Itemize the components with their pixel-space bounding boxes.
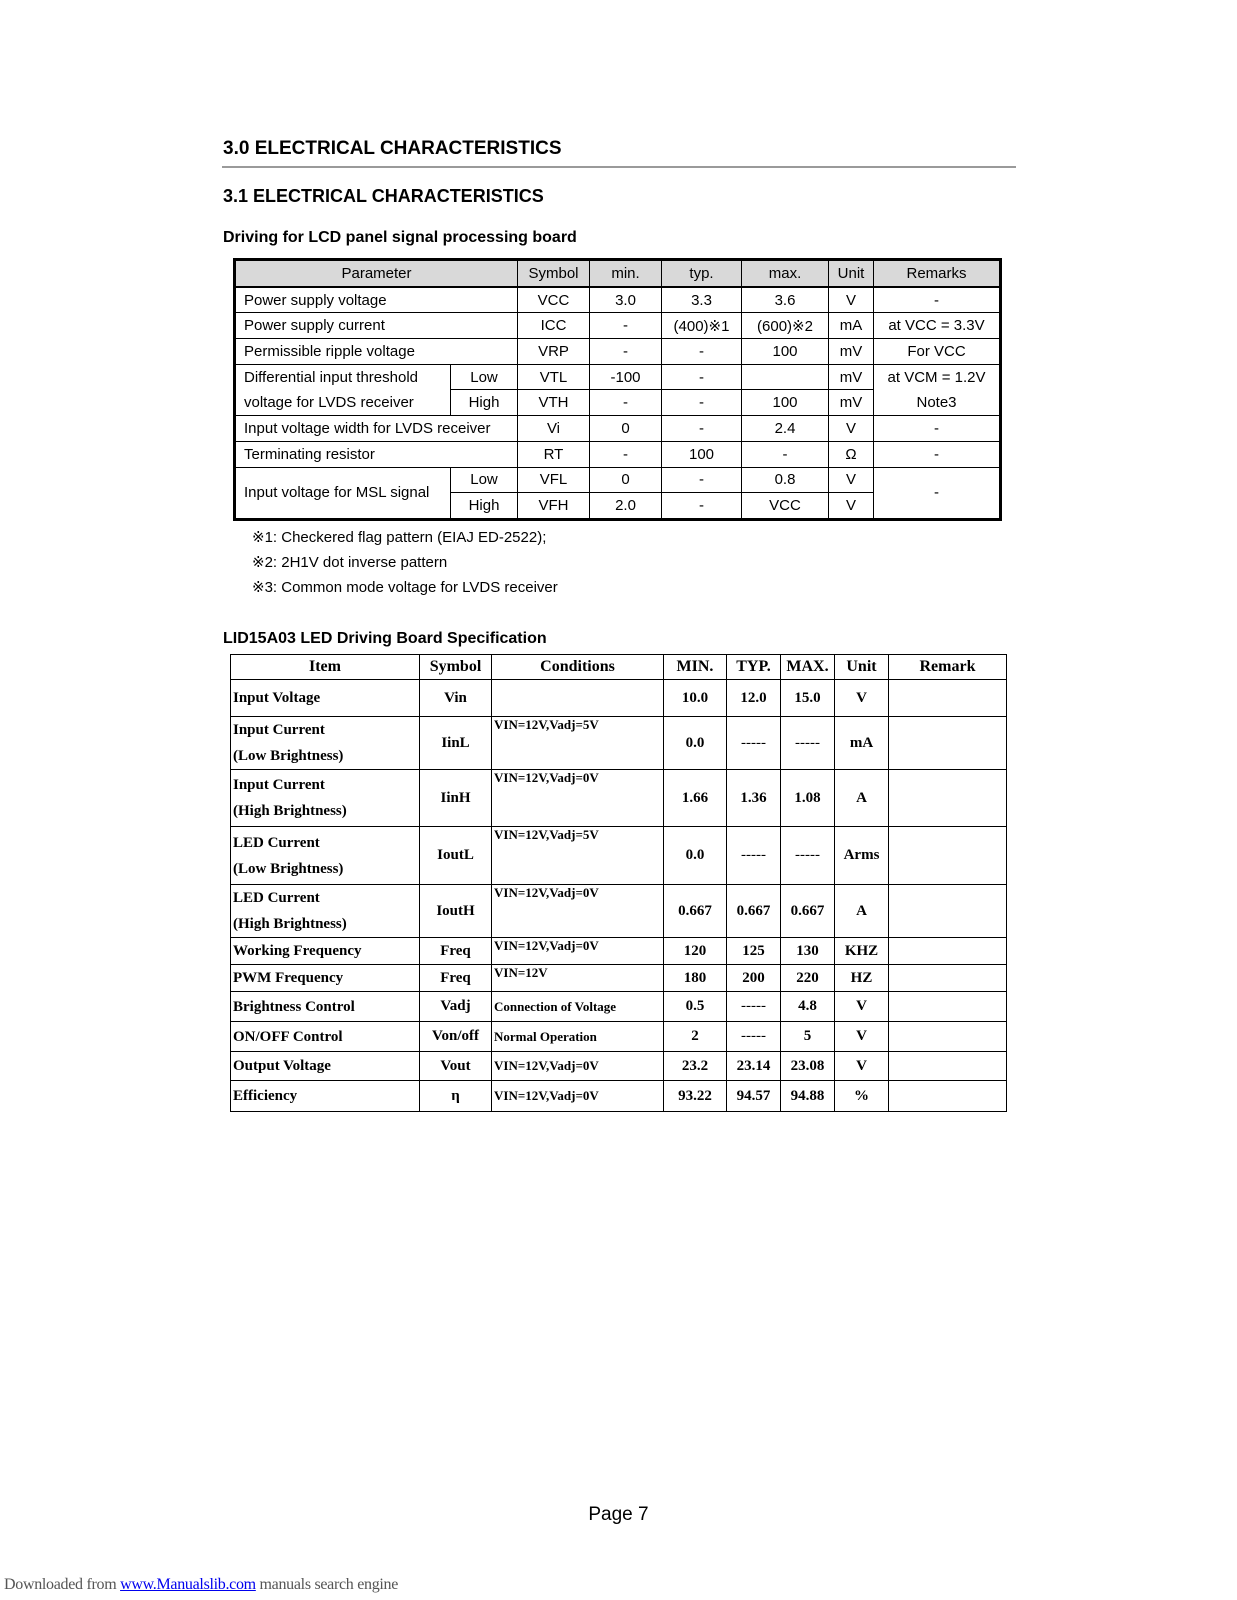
remark-cell xyxy=(889,885,1007,938)
max-cell: 220 xyxy=(781,965,835,992)
symbol-cell: VRP xyxy=(518,339,590,365)
typ-cell: - xyxy=(662,364,742,390)
item-cell xyxy=(231,1081,420,1112)
min-cell: - xyxy=(590,339,662,365)
symbol-cell: ICC xyxy=(518,313,590,339)
conditions-cell: Normal Operation xyxy=(492,1022,664,1052)
symbol-cell: η xyxy=(420,1081,492,1112)
param-cell: Power supply voltage xyxy=(235,287,518,313)
table-row xyxy=(231,992,1007,1022)
typ-cell: 100 xyxy=(662,441,742,467)
table-row xyxy=(231,1081,1007,1112)
table-row xyxy=(235,467,1001,493)
unit-cell: V xyxy=(835,992,889,1022)
typ-cell: 200 xyxy=(727,965,781,992)
item-line: PWM Frequency xyxy=(233,970,344,986)
min-cell: 0 xyxy=(590,467,662,493)
table2-header-row xyxy=(231,655,1007,680)
remark-line: at VCM = 1.2V xyxy=(887,368,986,386)
table-row xyxy=(231,938,1007,965)
typ-cell: 1.36 xyxy=(727,770,781,827)
min-cell: 0 xyxy=(590,416,662,442)
typ-cell: - xyxy=(662,467,742,493)
typ-cell: ----- xyxy=(727,827,781,885)
min-cell: 1.66 xyxy=(664,770,727,827)
table-row xyxy=(231,965,1007,992)
max-cell: 15.0 xyxy=(781,680,835,717)
unit-cell: mV xyxy=(829,364,874,390)
remark-cell: - xyxy=(874,287,1001,313)
remark-cell xyxy=(889,717,1007,770)
item-line: (Low Brightness) xyxy=(233,860,344,877)
item-cell xyxy=(231,992,420,1022)
table2-title: LID15A03 LED Driving Board Specification xyxy=(223,630,547,647)
symbol-cell: Von/off xyxy=(420,1022,492,1052)
item-line: ON/OFF Control xyxy=(233,1028,343,1045)
remark-cell xyxy=(889,680,1007,717)
remark-cell xyxy=(889,938,1007,965)
header-max: max. xyxy=(742,260,829,287)
level-cell: High xyxy=(451,493,518,520)
item-line: LED Current xyxy=(233,890,320,906)
header-typ: typ. xyxy=(662,260,742,287)
item-cell xyxy=(231,827,420,885)
symbol-cell: VTL xyxy=(518,364,590,390)
unit-cell: V xyxy=(835,1022,889,1052)
max-cell: 4.8 xyxy=(781,992,835,1022)
title-rule xyxy=(222,166,1016,168)
conditions-cell: VIN=12V,Vadj=5V xyxy=(492,827,664,885)
typ-cell: 0.667 xyxy=(727,885,781,938)
remark-cell xyxy=(889,827,1007,885)
symbol-cell: VFH xyxy=(518,493,590,520)
min-cell: -100 xyxy=(590,364,662,390)
min-cell: 0.667 xyxy=(664,885,727,938)
max-cell: 23.08 xyxy=(781,1052,835,1081)
min-cell: 0.5 xyxy=(664,992,727,1022)
max-cell: - xyxy=(742,441,829,467)
min-cell: 93.22 xyxy=(664,1081,727,1112)
typ-cell: 94.57 xyxy=(727,1081,781,1112)
unit-cell: A xyxy=(835,770,889,827)
item-cell xyxy=(231,1052,420,1081)
symbol-cell: VFL xyxy=(518,467,590,493)
unit-cell: Arms xyxy=(835,827,889,885)
typ-cell: 125 xyxy=(727,938,781,965)
param-cell: Terminating resistor xyxy=(235,441,518,467)
unit-cell: mA xyxy=(829,313,874,339)
max-cell: (600)※2 xyxy=(742,313,829,339)
item-cell xyxy=(231,717,420,770)
param-cell: Differential input threshold voltage for LVDS receiver xyxy=(235,364,451,415)
item-line: (High Brightness) xyxy=(233,916,347,932)
footer-prefix: Downloaded from xyxy=(4,1576,121,1593)
item-cell xyxy=(231,1022,420,1052)
conditions-cell: VIN=12V,Vadj=0V xyxy=(492,938,664,965)
unit-cell: mV xyxy=(829,339,874,365)
footer-suffix: manuals search engine xyxy=(255,1576,399,1593)
table-row xyxy=(235,313,1001,339)
min-cell: 23.2 xyxy=(664,1052,727,1081)
remark-cell xyxy=(889,1022,1007,1052)
typ-cell: 3.3 xyxy=(662,287,742,313)
table1-header-row xyxy=(235,260,1001,287)
conditions-cell: VIN=12V,Vadj=0V xyxy=(492,885,664,938)
typ-cell: - xyxy=(662,339,742,365)
table-row xyxy=(231,770,1007,827)
min-cell: 0.0 xyxy=(664,827,727,885)
item-line: (High Brightness) xyxy=(233,803,347,819)
conditions-cell xyxy=(492,680,664,717)
subsection-title: 3.1 ELECTRICAL CHARACTERISTICS xyxy=(223,186,544,206)
symbol-cell: IoutH xyxy=(420,885,492,938)
unit-cell: V xyxy=(829,493,874,520)
param-cell: Permissible ripple voltage xyxy=(235,339,518,365)
table-row xyxy=(235,287,1001,313)
unit-cell: Ω xyxy=(829,441,874,467)
remark-cell: - xyxy=(874,416,1001,442)
header-parameter: Parameter xyxy=(235,260,518,287)
header-item: Item xyxy=(231,655,420,680)
unit-cell: mA xyxy=(835,717,889,770)
symbol-cell: Vadj xyxy=(420,992,492,1022)
lcd-signal-board-table xyxy=(233,258,1002,521)
unit-cell: KHZ xyxy=(835,938,889,965)
remark-line: Note3 xyxy=(916,393,957,411)
typ-cell: ----- xyxy=(727,992,781,1022)
header-unit: Unit xyxy=(835,655,889,680)
symbol-cell: Freq xyxy=(420,965,492,992)
unit-cell: mV xyxy=(829,390,874,416)
header-symbol: Symbol xyxy=(518,260,590,287)
remark-cell xyxy=(889,992,1007,1022)
symbol-cell: VCC xyxy=(518,287,590,313)
note-3: ※3: Common mode voltage for LVDS receiver xyxy=(252,579,558,596)
note-1: ※1: Checkered flag pattern (EIAJ ED-2522); xyxy=(252,529,547,546)
table-row xyxy=(235,364,1001,390)
item-line: Input Current xyxy=(233,722,325,738)
header-conditions: Conditions xyxy=(492,655,664,680)
note-2: ※2: 2H1V dot inverse pattern xyxy=(252,554,448,571)
remark-cell xyxy=(889,1081,1007,1112)
item-cell xyxy=(231,770,420,827)
table1-title: Driving for LCD panel signal processing board xyxy=(223,229,577,246)
typ-cell: ----- xyxy=(727,1022,781,1052)
table-row xyxy=(231,1052,1007,1081)
item-cell xyxy=(231,938,420,965)
table-row xyxy=(231,885,1007,938)
item-line: Working Frequency xyxy=(233,943,362,959)
unit-cell: V xyxy=(835,680,889,717)
header-min: MIN. xyxy=(664,655,727,680)
item-line: Output Voltage xyxy=(233,1058,331,1074)
symbol-cell: IinH xyxy=(420,770,492,827)
min-cell: - xyxy=(590,441,662,467)
remark-cell xyxy=(874,364,1001,415)
max-cell: VCC xyxy=(742,493,829,520)
max-cell: 5 xyxy=(781,1022,835,1052)
table-row xyxy=(235,441,1001,467)
symbol-cell: IoutL xyxy=(420,827,492,885)
conditions-cell: VIN=12V,Vadj=0V xyxy=(492,1081,664,1112)
header-typ: TYP. xyxy=(727,655,781,680)
item-line: Efficiency xyxy=(233,1088,298,1104)
item-line: (Low Brightness) xyxy=(233,748,344,764)
header-min: min. xyxy=(590,260,662,287)
max-cell: 0.8 xyxy=(742,467,829,493)
header-unit: Unit xyxy=(829,260,874,287)
max-cell: 100 xyxy=(742,339,829,365)
param-cell: Input voltage for MSL signal xyxy=(235,467,451,519)
symbol-cell: RT xyxy=(518,441,590,467)
max-cell: 130 xyxy=(781,938,835,965)
min-cell: 120 xyxy=(664,938,727,965)
item-line: Input Current xyxy=(233,777,325,793)
typ-cell: 23.14 xyxy=(727,1052,781,1081)
table1-notes xyxy=(252,525,558,600)
conditions-cell: VIN=12V,Vadj=5V xyxy=(492,717,664,770)
item-cell xyxy=(231,965,420,992)
symbol-cell: IinL xyxy=(420,717,492,770)
unit-cell: A xyxy=(835,885,889,938)
max-cell: 2.4 xyxy=(742,416,829,442)
max-cell xyxy=(742,364,829,390)
table-row xyxy=(231,680,1007,717)
item-line: Input Voltage xyxy=(233,690,321,706)
unit-cell: V xyxy=(829,467,874,493)
min-cell: 10.0 xyxy=(664,680,727,717)
max-cell: ----- xyxy=(781,717,835,770)
max-cell: 0.667 xyxy=(781,885,835,938)
table-row xyxy=(235,416,1001,442)
table-row xyxy=(231,827,1007,885)
header-remark: Remark xyxy=(889,655,1007,680)
item-line: Brightness Control xyxy=(233,998,355,1015)
param-cell: Power supply current xyxy=(235,313,518,339)
section-title: 3.0 ELECTRICAL CHARACTERISTICS xyxy=(223,138,562,159)
min-cell: 2 xyxy=(664,1022,727,1052)
min-cell: 0.0 xyxy=(664,717,727,770)
item-line: LED Current xyxy=(233,834,320,851)
unit-cell: V xyxy=(829,416,874,442)
page-number: Page 7 xyxy=(588,1504,649,1525)
conditions-cell: Connection of Voltage xyxy=(492,992,664,1022)
remark-cell: at VCC = 3.3V xyxy=(874,313,1001,339)
unit-cell: % xyxy=(835,1081,889,1112)
max-cell: 3.6 xyxy=(742,287,829,313)
typ-cell: ----- xyxy=(727,717,781,770)
remark-cell: - xyxy=(874,441,1001,467)
manualslib-link[interactable]: www.Manualslib.com xyxy=(120,1576,256,1593)
symbol-cell: Vi xyxy=(518,416,590,442)
remark-cell: For VCC xyxy=(874,339,1001,365)
unit-cell: HZ xyxy=(835,965,889,992)
led-driving-board-table xyxy=(230,654,1007,1112)
item-cell xyxy=(231,680,420,717)
unit-cell: V xyxy=(835,1052,889,1081)
min-cell: - xyxy=(590,313,662,339)
max-cell: 94.88 xyxy=(781,1081,835,1112)
table-row xyxy=(231,1022,1007,1052)
remark-cell: - xyxy=(874,467,1001,519)
symbol-cell: Vin xyxy=(420,680,492,717)
remark-cell xyxy=(889,770,1007,827)
min-cell: 3.0 xyxy=(590,287,662,313)
min-cell: 180 xyxy=(664,965,727,992)
remark-cell xyxy=(889,1052,1007,1081)
max-cell: ----- xyxy=(781,827,835,885)
table-row xyxy=(235,339,1001,365)
max-cell: 100 xyxy=(742,390,829,416)
min-cell: - xyxy=(590,390,662,416)
symbol-cell: Freq xyxy=(420,938,492,965)
conditions-cell: VIN=12V xyxy=(492,965,664,992)
conditions-cell: VIN=12V,Vadj=0V xyxy=(492,1052,664,1081)
level-cell: High xyxy=(451,390,518,416)
level-cell: Low xyxy=(451,364,518,390)
level-cell: Low xyxy=(451,467,518,493)
typ-cell: - xyxy=(662,416,742,442)
typ-cell: 12.0 xyxy=(727,680,781,717)
table-row xyxy=(231,717,1007,770)
min-cell: 2.0 xyxy=(590,493,662,520)
typ-cell: (400)※1 xyxy=(662,313,742,339)
footer xyxy=(4,1576,398,1594)
typ-cell: - xyxy=(662,390,742,416)
item-cell xyxy=(231,885,420,938)
max-cell: 1.08 xyxy=(781,770,835,827)
header-symbol: Symbol xyxy=(420,655,492,680)
typ-cell: - xyxy=(662,493,742,520)
conditions-cell: VIN=12V,Vadj=0V xyxy=(492,770,664,827)
unit-cell: V xyxy=(829,287,874,313)
param-cell: Input voltage width for LVDS receiver xyxy=(235,416,518,442)
symbol-cell: VTH xyxy=(518,390,590,416)
header-max: MAX. xyxy=(781,655,835,680)
symbol-cell: Vout xyxy=(420,1052,492,1081)
remark-cell xyxy=(889,965,1007,992)
header-remarks: Remarks xyxy=(874,260,1001,287)
